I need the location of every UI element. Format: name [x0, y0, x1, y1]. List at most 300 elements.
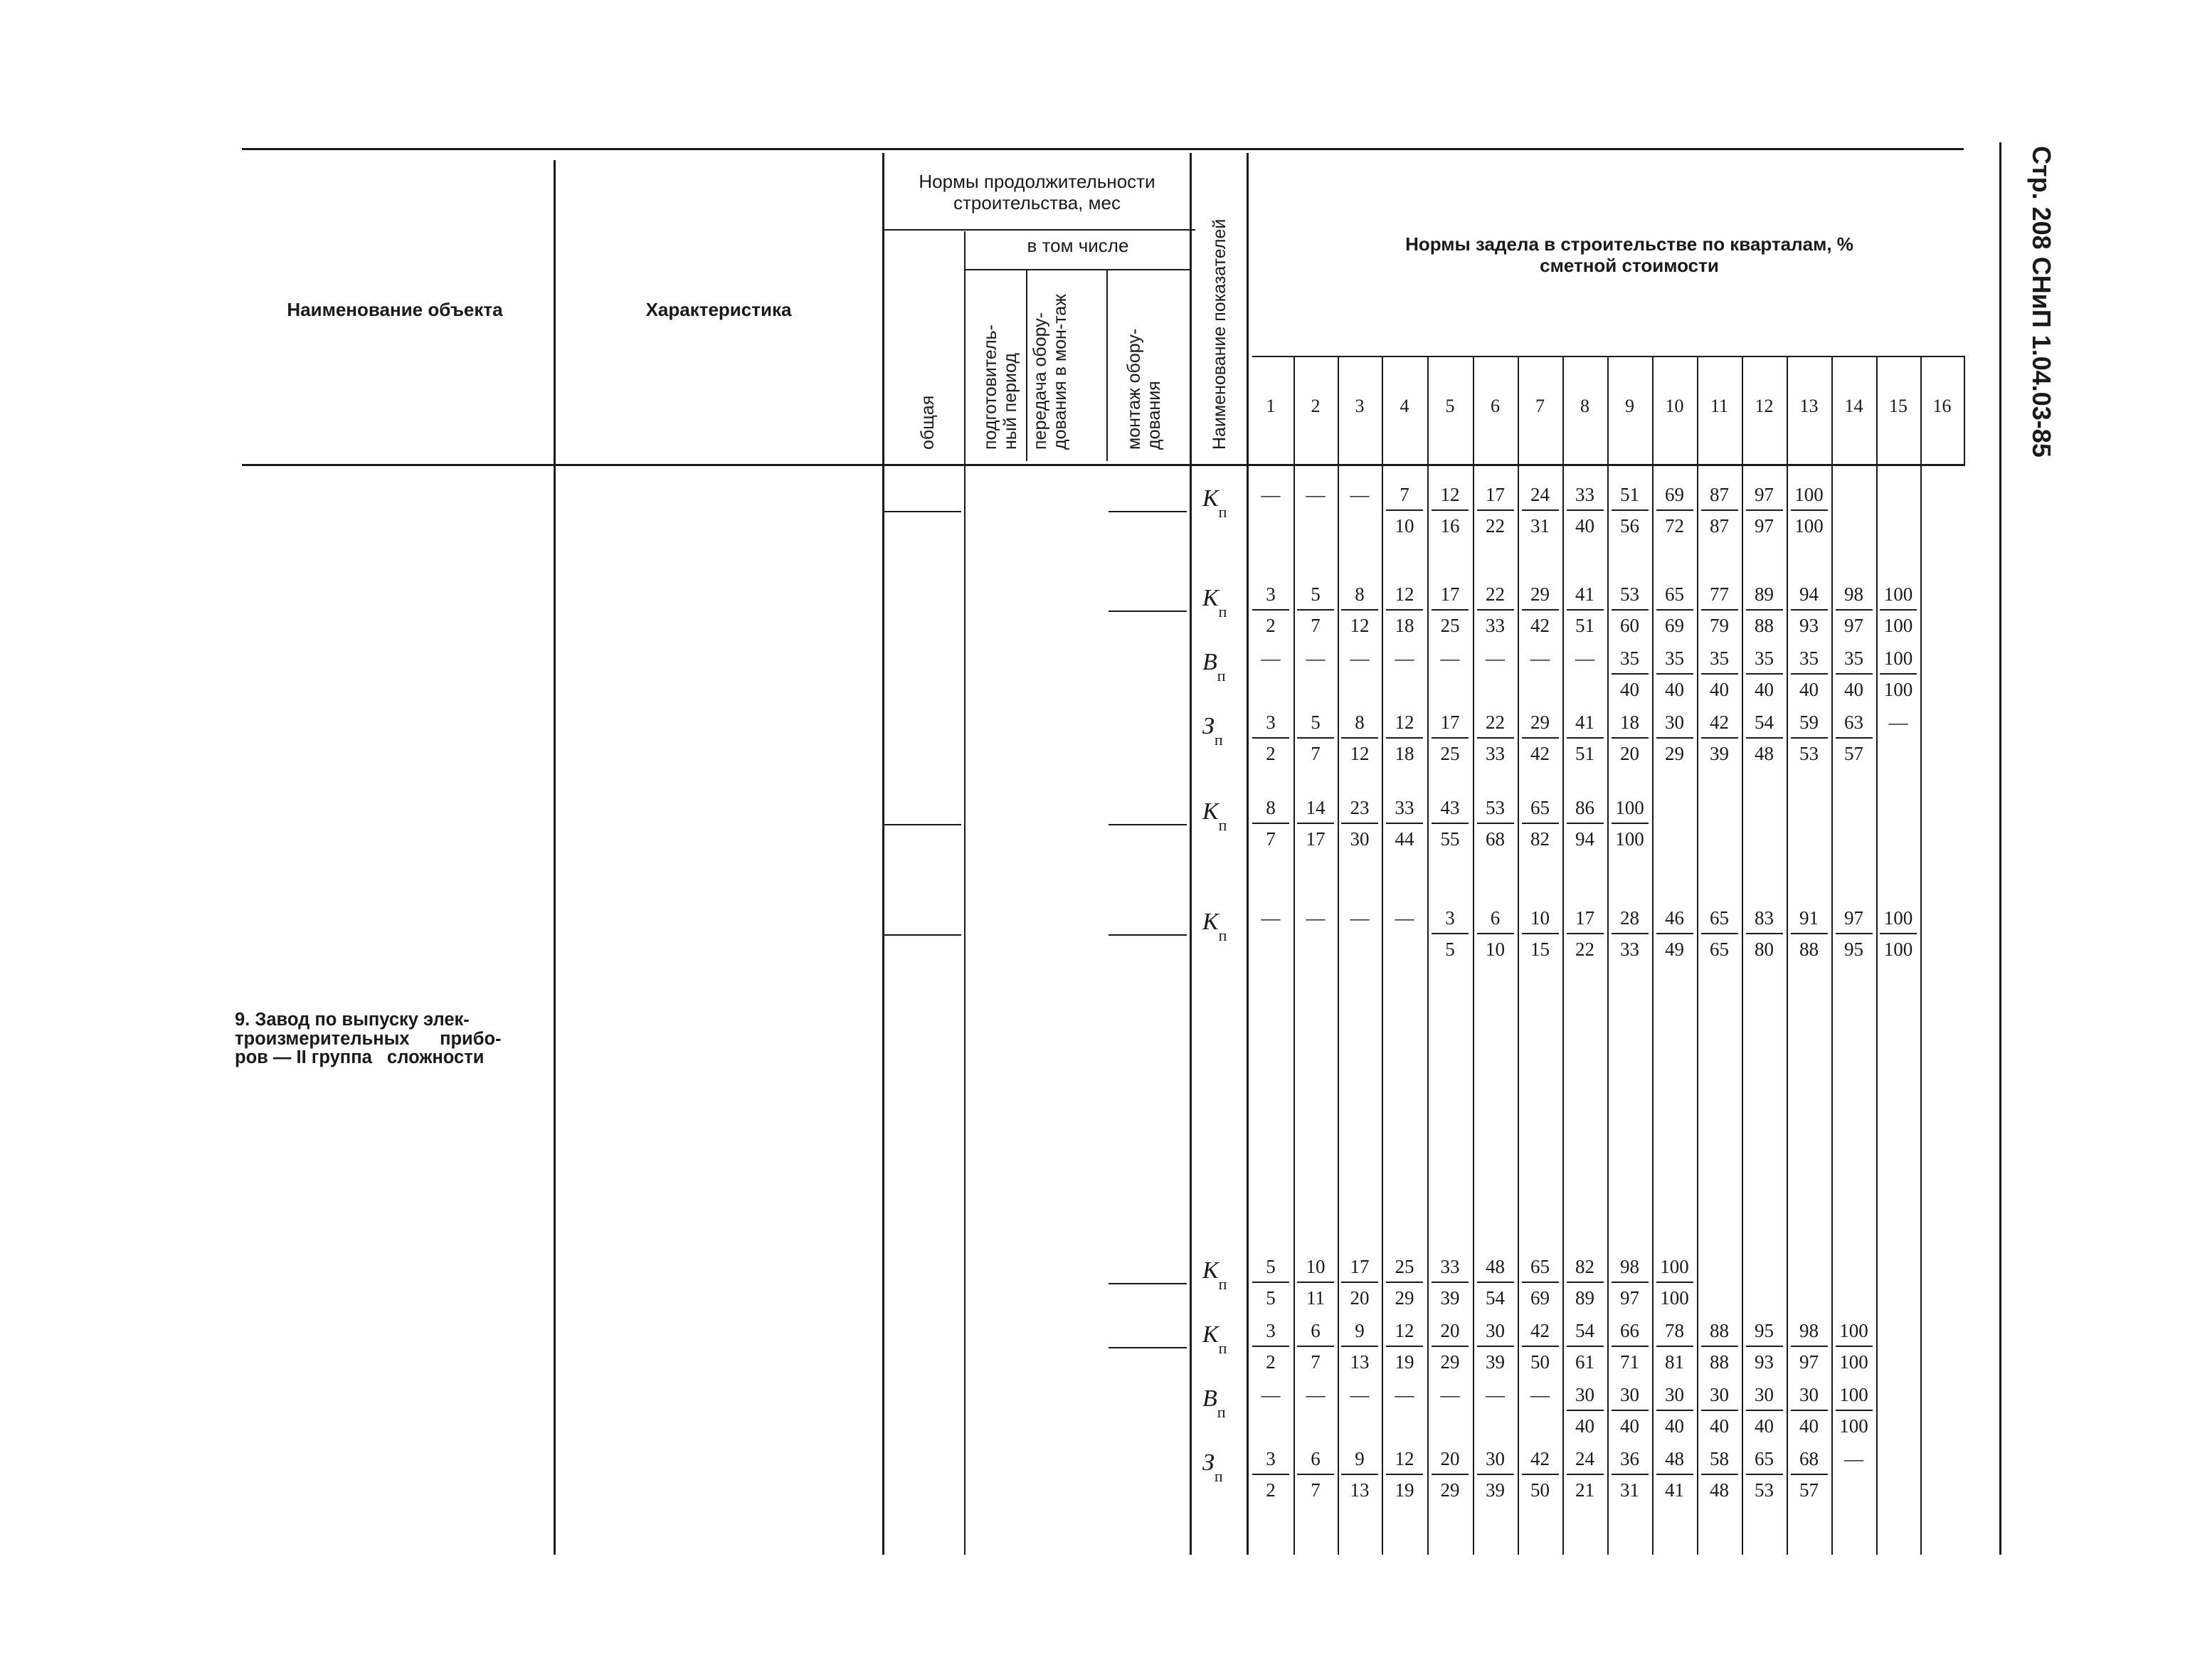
fraction-rule — [1386, 823, 1423, 824]
quarter-value-bottom: 40 — [1620, 679, 1639, 700]
quarter-value-bottom: 57 — [1844, 743, 1863, 764]
fraction-rule — [1567, 1282, 1604, 1283]
quarter-value-bottom: 40 — [1665, 679, 1684, 700]
fraction-rule — [1836, 673, 1873, 675]
quarter-value-top: 98 — [1844, 583, 1863, 605]
quarter-value-top: 100 — [1615, 797, 1644, 818]
quarter-value-bottom: 80 — [1755, 939, 1774, 960]
quarter-value-top: — — [1350, 1384, 1370, 1405]
quarter-value-top: 3 — [1266, 1320, 1276, 1341]
quarter-value-bottom: 61 — [1575, 1351, 1594, 1373]
quarter-value-top: 17 — [1486, 484, 1505, 505]
quarter-value-bottom: 40 — [1575, 1415, 1594, 1437]
quarter-value-bottom: 100 — [1883, 939, 1913, 960]
col-rule-indicator — [1247, 153, 1249, 1555]
fraction-rule — [883, 934, 961, 936]
fraction-rule — [1612, 737, 1649, 739]
quarter-value-bottom: 29 — [1395, 1287, 1414, 1309]
quarter-value-bottom: 87 — [1710, 515, 1729, 537]
quarter-value-bottom: 40 — [1710, 679, 1729, 700]
fraction-rule — [1656, 673, 1693, 675]
fraction-rule — [1252, 1282, 1289, 1283]
quarter-value-top: 54 — [1755, 712, 1774, 733]
fraction-rule — [1522, 509, 1559, 511]
quarter-value-top: 33 — [1575, 484, 1594, 505]
fraction-rule — [1109, 934, 1187, 936]
quarter-value-bottom: 88 — [1799, 939, 1819, 960]
indicator-symbol — [1202, 1323, 1227, 1355]
quarter-number: 16 — [1932, 396, 1952, 416]
quarter-number: 2 — [1311, 396, 1321, 416]
quarter-value-top: — — [1261, 907, 1281, 929]
fraction-rule — [883, 511, 961, 512]
fraction-rule — [1836, 609, 1873, 611]
indicator-letter: К — [1202, 1321, 1219, 1348]
fraction-rule — [1109, 511, 1187, 512]
quarter-value-top: — — [1888, 712, 1908, 733]
quarter-value-top: 30 — [1755, 1384, 1774, 1405]
fraction-rule — [1656, 1346, 1693, 1347]
indicator-letter: К — [1202, 798, 1219, 825]
quarter-value-bottom: 48 — [1710, 1479, 1729, 1501]
fraction-rule — [1386, 1346, 1423, 1347]
quarter-value-bottom: 40 — [1755, 1415, 1774, 1437]
quarter-value-bottom: 88 — [1710, 1351, 1729, 1373]
quarter-value-bottom: 65 — [1710, 939, 1729, 960]
fraction-rule — [1656, 1282, 1693, 1283]
quarter-value-top: — — [1844, 1448, 1863, 1469]
quarter-value-bottom: 68 — [1486, 828, 1505, 850]
quarter-value-bottom: 69 — [1665, 615, 1684, 636]
fraction-rule — [1477, 1346, 1514, 1347]
indicator-symbol — [1202, 713, 1223, 749]
quarter-value-top: — — [1350, 484, 1370, 505]
fraction-rule — [1297, 823, 1334, 824]
fraction-rule — [1432, 509, 1469, 511]
quarter-value-top: 98 — [1799, 1320, 1819, 1341]
quarter-value-top: 30 — [1575, 1384, 1594, 1405]
quarter-value-bottom: 53 — [1799, 743, 1819, 764]
quarter-value-top: 3 — [1266, 583, 1276, 605]
quarter-value-bottom: 12 — [1350, 743, 1370, 764]
quarter-value-top: 53 — [1486, 797, 1505, 818]
quarter-value-top: 42 — [1710, 712, 1729, 733]
quarter-number: 7 — [1535, 396, 1545, 416]
quarter-value-top: 12 — [1395, 1448, 1414, 1469]
quarter-value-top: 17 — [1440, 583, 1460, 605]
fraction-rule — [1567, 823, 1604, 824]
quarter-value-bottom: 53 — [1755, 1479, 1774, 1501]
fraction-rule — [1567, 509, 1604, 511]
quarter-value-top: 77 — [1710, 583, 1729, 605]
quarter-value-top: — — [1306, 484, 1326, 505]
quarter-value-bottom: 40 — [1575, 515, 1594, 537]
quarter-value-top: 91 — [1799, 907, 1819, 929]
quarter-value-top: — — [1530, 648, 1550, 669]
fraction-rule — [1656, 609, 1693, 611]
col-rule-quarter — [1562, 356, 1564, 1555]
quarter-value-top: 17 — [1350, 1256, 1370, 1277]
quarter-value-top: 65 — [1530, 1256, 1550, 1277]
quarter-value-top: 48 — [1665, 1448, 1684, 1469]
quarter-value-bottom: 20 — [1620, 743, 1639, 764]
quarter-value-bottom: 31 — [1530, 515, 1550, 537]
indicator-letter: В — [1202, 1385, 1217, 1412]
indicator-symbol — [1202, 586, 1227, 618]
quarter-value-bottom: 97 — [1755, 515, 1774, 537]
quarter-value-bottom: 55 — [1440, 828, 1460, 850]
quarter-value-bottom: 40 — [1844, 679, 1863, 700]
fraction-rule — [1432, 823, 1469, 824]
indicator-subscript: п — [1217, 666, 1226, 685]
fraction-rule — [1701, 1410, 1738, 1411]
fraction-rule — [1297, 609, 1334, 611]
quarter-value-bottom: 56 — [1620, 515, 1639, 537]
fraction-rule — [1612, 823, 1649, 824]
quarter-value-bottom: 95 — [1844, 939, 1863, 960]
quarter-value-top: 78 — [1665, 1320, 1684, 1341]
quarter-value-top: 6 — [1311, 1320, 1321, 1341]
quarter-value-top: — — [1261, 1384, 1281, 1405]
quarter-value-bottom: 15 — [1530, 939, 1550, 960]
quarter-value-top: 22 — [1486, 712, 1505, 733]
quarter-value-bottom: 40 — [1799, 1415, 1819, 1437]
quarter-value-bottom: 100 — [1839, 1351, 1868, 1373]
col-rule-quarter — [1427, 356, 1429, 1555]
fraction-rule — [1746, 1474, 1783, 1475]
quarter-value-top: 36 — [1620, 1448, 1639, 1469]
fraction-rule — [1567, 1346, 1604, 1347]
fraction-rule — [1791, 737, 1828, 739]
quarter-value-bottom: 44 — [1395, 828, 1414, 850]
col-rule-quarter — [1338, 356, 1339, 1555]
quarter-value-bottom: 82 — [1530, 828, 1550, 850]
fraction-rule — [1522, 1474, 1559, 1475]
quarter-number: 3 — [1355, 396, 1365, 416]
quarter-value-top: 30 — [1665, 1384, 1684, 1405]
fraction-rule — [1297, 1282, 1334, 1283]
quarter-value-bottom: 19 — [1395, 1351, 1414, 1373]
indicator-subscript: п — [1218, 815, 1227, 834]
fraction-rule — [1612, 933, 1649, 934]
quarter-value-top: 30 — [1486, 1448, 1505, 1469]
quarter-value-top: 29 — [1530, 583, 1550, 605]
quarter-value-bottom: 51 — [1575, 743, 1594, 764]
col-rule-quarter — [1382, 356, 1383, 1555]
header-backlog-norms: Нормы задела в строительстве по кварталам, % сметной стоимости — [1405, 233, 1853, 276]
quarter-value-top: 33 — [1395, 797, 1414, 818]
fraction-rule — [1522, 1282, 1559, 1283]
fraction-rule — [1386, 1282, 1423, 1283]
quarter-value-top: — — [1306, 1384, 1326, 1405]
quarter-value-top: 35 — [1844, 648, 1863, 669]
quarter-value-bottom: 40 — [1710, 1415, 1729, 1437]
indicator-subscript: п — [1217, 1402, 1226, 1421]
quarter-value-bottom: 51 — [1575, 615, 1594, 636]
quarter-value-bottom: 97 — [1620, 1287, 1639, 1309]
fraction-rule — [1522, 737, 1559, 739]
quarter-value-top: 10 — [1530, 907, 1550, 929]
fraction-rule — [1109, 824, 1187, 825]
fraction-rule — [1567, 933, 1604, 934]
quarter-value-top: 100 — [1883, 648, 1913, 669]
fraction-rule — [1567, 737, 1604, 739]
quarter-value-top: 9 — [1355, 1320, 1365, 1341]
quarter-value-top: — — [1350, 907, 1370, 929]
fraction-rule — [1522, 933, 1559, 934]
col-rule-prep — [1026, 269, 1027, 461]
quarter-value-bottom: 7 — [1266, 828, 1276, 850]
header-including: в том числе — [1027, 235, 1129, 256]
indicator-letter: З — [1202, 713, 1215, 739]
quarter-value-top: 12 — [1395, 1320, 1414, 1341]
fraction-rule — [1880, 609, 1917, 611]
indicator-subscript: п — [1218, 1338, 1227, 1357]
quarter-value-bottom: 5 — [1266, 1287, 1276, 1309]
quarter-value-top: 24 — [1530, 484, 1550, 505]
fraction-rule — [1522, 823, 1559, 824]
quarter-value-bottom: 39 — [1710, 743, 1729, 764]
fraction-rule — [1836, 737, 1873, 739]
col-rule-quarter — [1831, 356, 1833, 1555]
quarter-value-top: 29 — [1530, 712, 1550, 733]
fraction-rule — [1791, 609, 1828, 611]
indicator-letter: К — [1202, 585, 1219, 611]
fraction-rule — [1477, 609, 1514, 611]
col-rule-quarter — [1742, 356, 1743, 1555]
quarter-value-bottom: 42 — [1530, 615, 1550, 636]
quarter-value-top: 35 — [1620, 648, 1639, 669]
fraction-rule — [1109, 1283, 1187, 1284]
fraction-rule — [1791, 1410, 1828, 1411]
quarter-value-bottom: 41 — [1665, 1479, 1684, 1501]
fraction-rule — [1477, 1474, 1514, 1475]
quarter-value-bottom: 13 — [1350, 1479, 1370, 1501]
header-indicator-name: Наименование показателей — [1210, 218, 1229, 450]
quarter-value-top: 33 — [1440, 1256, 1460, 1277]
col-rule-object — [554, 160, 556, 1555]
quarter-value-top: — — [1350, 648, 1370, 669]
quarter-value-top: 51 — [1620, 484, 1639, 505]
indicator-symbol — [1202, 649, 1226, 685]
quarter-value-top: 25 — [1395, 1256, 1414, 1277]
fraction-rule — [1341, 1346, 1378, 1347]
fraction-rule — [1612, 1410, 1649, 1411]
fraction-rule — [1386, 1474, 1423, 1475]
quarter-number: 1 — [1266, 396, 1276, 416]
quarter-value-top: 24 — [1575, 1448, 1594, 1469]
fraction-rule — [1386, 509, 1423, 511]
quarter-value-bottom: 21 — [1575, 1479, 1594, 1501]
fraction-rule — [1656, 933, 1693, 934]
fraction-rule — [1386, 737, 1423, 739]
indicator-subscript: п — [1218, 926, 1227, 944]
quarter-value-bottom: 20 — [1350, 1287, 1370, 1309]
quarter-value-bottom: 22 — [1575, 939, 1594, 960]
col-rule-quarter — [1876, 356, 1878, 1555]
col-rule-install — [1190, 153, 1192, 1555]
fraction-rule — [1836, 933, 1873, 934]
quarter-value-top: 17 — [1440, 712, 1460, 733]
quarter-value-top: 20 — [1440, 1448, 1460, 1469]
quarter-value-top: 65 — [1530, 797, 1550, 818]
quarter-value-bottom: 40 — [1665, 1415, 1684, 1437]
quarter-value-bottom: 2 — [1266, 615, 1276, 636]
quarter-value-top: 12 — [1440, 484, 1460, 505]
quarter-value-top: 97 — [1844, 907, 1863, 929]
fraction-rule — [1612, 673, 1649, 675]
quarter-value-top: 48 — [1486, 1256, 1505, 1277]
quarter-value-top: 42 — [1530, 1448, 1550, 1469]
quarter-value-top: — — [1486, 1384, 1505, 1405]
quarter-value-top: 66 — [1620, 1320, 1639, 1341]
fraction-rule — [1109, 1347, 1187, 1348]
fraction-rule — [1297, 1346, 1334, 1347]
quarter-value-top: 30 — [1486, 1320, 1505, 1341]
fraction-rule — [1880, 673, 1917, 675]
fraction-rule — [1109, 611, 1187, 612]
quarter-value-top: — — [1530, 1384, 1550, 1405]
right-frame-rule — [1999, 142, 2001, 1555]
quarter-value-bottom: 72 — [1665, 515, 1684, 537]
fraction-rule — [1656, 1474, 1693, 1475]
quarter-value-bottom: 13 — [1350, 1351, 1370, 1373]
quarter-value-top: — — [1440, 1384, 1460, 1405]
quarter-value-top: 83 — [1755, 907, 1774, 929]
quarter-value-top: 30 — [1799, 1384, 1819, 1405]
indicator-symbol — [1202, 800, 1227, 832]
quarter-value-top: 30 — [1620, 1384, 1639, 1405]
quarter-number: 13 — [1799, 396, 1819, 416]
quarter-value-top: 87 — [1710, 484, 1729, 505]
quarter-value-top: 98 — [1620, 1256, 1639, 1277]
quarter-value-bottom: 89 — [1575, 1287, 1594, 1309]
quarter-value-top: 35 — [1665, 648, 1684, 669]
fraction-rule — [1432, 1346, 1469, 1347]
quarter-value-top: — — [1261, 484, 1281, 505]
quarter-number: 5 — [1445, 396, 1455, 416]
quarter-value-bottom: 7 — [1311, 1479, 1321, 1501]
fraction-rule — [1432, 933, 1469, 934]
col-rule-quarter — [1473, 356, 1474, 1555]
quarter-value-top: 8 — [1355, 583, 1365, 605]
quarter-value-top: 41 — [1575, 583, 1594, 605]
indicator-letter: К — [1202, 1257, 1219, 1284]
fraction-rule — [1386, 609, 1423, 611]
fraction-rule — [1612, 509, 1649, 511]
col-rule-quarter — [1293, 356, 1295, 1555]
fraction-rule — [1612, 1282, 1649, 1283]
quarter-value-bottom: 40 — [1620, 1415, 1639, 1437]
fraction-rule — [1746, 1410, 1783, 1411]
fraction-rule — [1836, 1410, 1873, 1411]
quarter-value-bottom: 22 — [1486, 515, 1505, 537]
quarter-value-bottom: 93 — [1799, 615, 1819, 636]
quarter-value-top: 28 — [1620, 907, 1639, 929]
quarter-value-bottom: 100 — [1883, 679, 1913, 700]
quarter-value-bottom: 33 — [1620, 939, 1639, 960]
indicator-subscript: п — [1214, 1467, 1223, 1485]
quarter-value-top: 54 — [1575, 1320, 1594, 1341]
quarter-value-top: 6 — [1490, 907, 1501, 929]
indicator-symbol — [1202, 487, 1227, 519]
header-general: общая — [918, 395, 938, 450]
quarter-value-top: 9 — [1355, 1448, 1365, 1469]
quarter-value-top: — — [1395, 1384, 1414, 1405]
quarter-value-bottom: 42 — [1530, 743, 1550, 764]
quarter-value-top: 89 — [1755, 583, 1774, 605]
quarter-value-top: 88 — [1710, 1320, 1729, 1341]
fraction-rule — [1791, 933, 1828, 934]
fraction-rule — [1252, 1474, 1289, 1475]
quarter-number: 11 — [1710, 396, 1729, 416]
fraction-rule — [1477, 1282, 1514, 1283]
fraction-rule — [1432, 737, 1469, 739]
fraction-rule — [1701, 609, 1738, 611]
quarter-value-top: 3 — [1266, 712, 1276, 733]
quarter-value-bottom: 10 — [1486, 939, 1505, 960]
quarter-value-bottom: 69 — [1530, 1287, 1550, 1309]
fraction-rule — [1656, 1410, 1693, 1411]
indicator-letter: К — [1202, 485, 1219, 512]
indicator-subscript: п — [1218, 602, 1227, 620]
fraction-rule — [1252, 823, 1289, 824]
fraction-rule — [883, 824, 961, 825]
quarter-value-bottom: 12 — [1350, 615, 1370, 636]
indicator-symbol — [1202, 1451, 1223, 1483]
fraction-rule — [1656, 737, 1693, 739]
quarter-value-top: 20 — [1440, 1320, 1460, 1341]
col-rule-quarter — [1964, 356, 1965, 466]
fraction-rule — [1567, 1474, 1604, 1475]
col-rule-quarter — [1787, 356, 1788, 1555]
quarter-value-top: 63 — [1844, 712, 1863, 733]
fraction-rule — [1836, 1346, 1873, 1347]
header-preparatory: подготовитель-ный период — [980, 324, 1020, 450]
quarter-value-top: 100 — [1883, 583, 1913, 605]
quarter-value-top: 42 — [1530, 1320, 1550, 1341]
quarter-value-bottom: 54 — [1486, 1287, 1505, 1309]
quarter-value-top: 5 — [1311, 712, 1321, 733]
quarter-value-bottom: 2 — [1266, 1479, 1276, 1501]
col-rule-char — [882, 153, 884, 1555]
header-equipment-transfer: передача обору-дования в мон-таж — [1030, 294, 1070, 450]
quarter-value-bottom: 25 — [1440, 743, 1460, 764]
quarter-value-bottom: 29 — [1440, 1351, 1460, 1373]
quarter-value-top: 14 — [1306, 797, 1326, 818]
quarter-value-top: 23 — [1350, 797, 1370, 818]
quarter-value-bottom: 11 — [1306, 1287, 1325, 1309]
fraction-rule — [1522, 609, 1559, 611]
quarter-value-top: 10 — [1306, 1256, 1326, 1277]
quarter-value-bottom: 5 — [1445, 939, 1455, 960]
fraction-rule — [1791, 1474, 1828, 1475]
including-sub-rule — [964, 269, 1192, 270]
quarter-value-bottom: 50 — [1530, 1479, 1550, 1501]
fraction-rule — [1297, 737, 1334, 739]
quarter-value-bottom: 40 — [1755, 679, 1774, 700]
quarter-value-top: 68 — [1799, 1448, 1819, 1469]
quarter-value-bottom: 18 — [1395, 615, 1414, 636]
page-label: Стр. 208 СНиП 1.04.03-85 — [2027, 146, 2056, 458]
fraction-rule — [1791, 1346, 1828, 1347]
quarter-value-bottom: 97 — [1799, 1351, 1819, 1373]
quarter-number: 14 — [1844, 396, 1863, 416]
fraction-rule — [1746, 933, 1783, 934]
fraction-rule — [1341, 1474, 1378, 1475]
header-characteristic: Характеристика — [645, 299, 792, 320]
duration-sub-rule — [882, 229, 1195, 231]
